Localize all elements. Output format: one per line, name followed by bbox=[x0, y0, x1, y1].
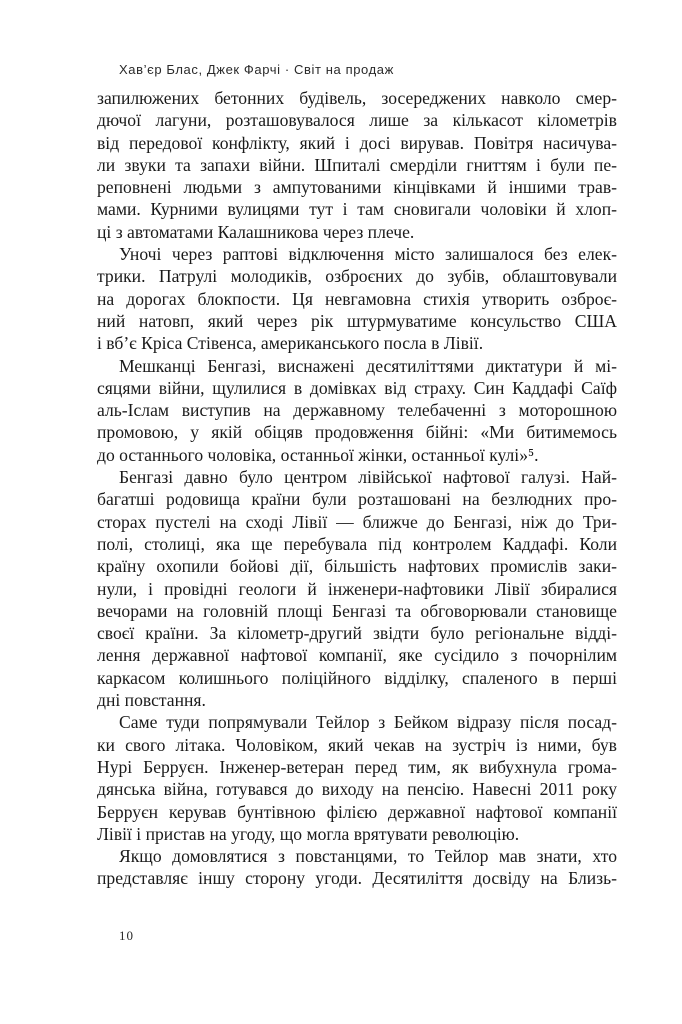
text-line: полі, столиці, яка ще перебувала під контролем Каддафі. Коли bbox=[97, 533, 617, 554]
text-line: нули, і провідні геологи й інженери-нафтовики Лівії збиралися bbox=[97, 578, 617, 599]
text-line: ний натовп, який через рік штурмуватиме консульство США bbox=[97, 310, 617, 331]
text-line: Якщо домовлятися з повстанцями, то Тейлор мав знати, хто bbox=[119, 846, 617, 867]
text-line: Мешканці Бенгазі, виснажені десятиліттями диктатури й мі- bbox=[119, 355, 617, 376]
text-line: промовою, у якій обіцяв продовження бійні: «Ми битимемось bbox=[97, 422, 617, 443]
text-line: своєї країни. За кілометр-другий звідти було регіональне відді- bbox=[97, 623, 617, 644]
body-text bbox=[97, 87, 617, 890]
page-number: 10 bbox=[119, 928, 134, 943]
text-line: Лівії і пристав на угоду, що могла врятувати революцію. bbox=[97, 823, 520, 844]
text-line: ці з автоматами Калашникова через плече. bbox=[97, 221, 415, 242]
text-line: і вб’є Кріса Стівенса, американського посла в Лівії. bbox=[97, 333, 484, 354]
text-line: мами. Курними вулицями тут і там сновигали чоловіки й хлоп- bbox=[97, 199, 617, 220]
text-line: Бенгазі давно було центром лівійської нафтової галузі. Най- bbox=[119, 467, 617, 488]
text-line: ки свого літака. Чоловіком, який чекав на зустріч із ними, був bbox=[97, 734, 617, 755]
text-line: аль-Іслам виступив на державному телебаченні з моторошною bbox=[97, 400, 617, 421]
text-line: Нурі Берруєн. Інженер-ветеран перед тим, як вибухнула грома- bbox=[97, 756, 617, 777]
text-line: вечорами на головній площі Бенгазі та обговорювали становище bbox=[97, 600, 617, 621]
text-line: багатші родовища країни були розташовані на безлюдних про- bbox=[97, 489, 617, 510]
text-line: лення державної нафтової компанії, яке сусідило з почорнілим bbox=[97, 645, 617, 666]
text-line: до останнього чоловіка, останньої жінки, останньої кулі»⁵. bbox=[97, 444, 539, 465]
text-line: каркасом колишнього поліційного відділку, спаленого в перші bbox=[97, 667, 617, 688]
text-line: Уночі через раптові відключення місто залишалося без елек- bbox=[119, 244, 617, 265]
text-line: представляє іншу сторону угоди. Десятиліття досвіду на Близь- bbox=[97, 868, 617, 889]
running-head: Хав’єр Блас, Джек Фарчі · Світ на продаж bbox=[119, 62, 394, 77]
text-line: реповнені людьми з ампутованими кінцівками й іншими трав- bbox=[97, 177, 617, 198]
text-line: сяцями війни, щулилися в домівках від страху. Син Каддафі Саїф bbox=[97, 377, 617, 398]
text-line: Берруєн керував бунтівною філією державної нафтової компанії bbox=[97, 801, 617, 822]
text-line: дянська війна, готувався до виходу на пенсію. Навесні 2011 року bbox=[97, 779, 617, 800]
text-line: запилюжених бетонних будівель, зосереджених навколо смер- bbox=[97, 88, 617, 108]
text-line: сторах пустелі на сході Лівії — ближче до Бенгазі, ніж до Три- bbox=[97, 511, 617, 532]
text-line: трики. Патрулі молодиків, озброєних до зубів, облаштовували bbox=[97, 266, 617, 287]
text-line: на дорогах блокпости. Ця невгамовна стихія утворить озброє- bbox=[97, 288, 617, 309]
text-line: країну охопили бойові дії, більшість нафтових промислів заки- bbox=[97, 556, 617, 577]
text-line: Саме туди попрямували Тейлор з Бейком відразу після посад- bbox=[119, 712, 617, 733]
text-line: від передової конфлікту, який і досі вирував. Повітря насичува- bbox=[97, 132, 617, 153]
text-line: ли звуки та запахи війни. Шпиталі смерділи гниттям і були пе- bbox=[97, 154, 617, 175]
text-line: дні повстання. bbox=[97, 690, 206, 711]
text-line: дючої лагуни, розташовувалося лише за кількасот кілометрів bbox=[97, 110, 617, 131]
